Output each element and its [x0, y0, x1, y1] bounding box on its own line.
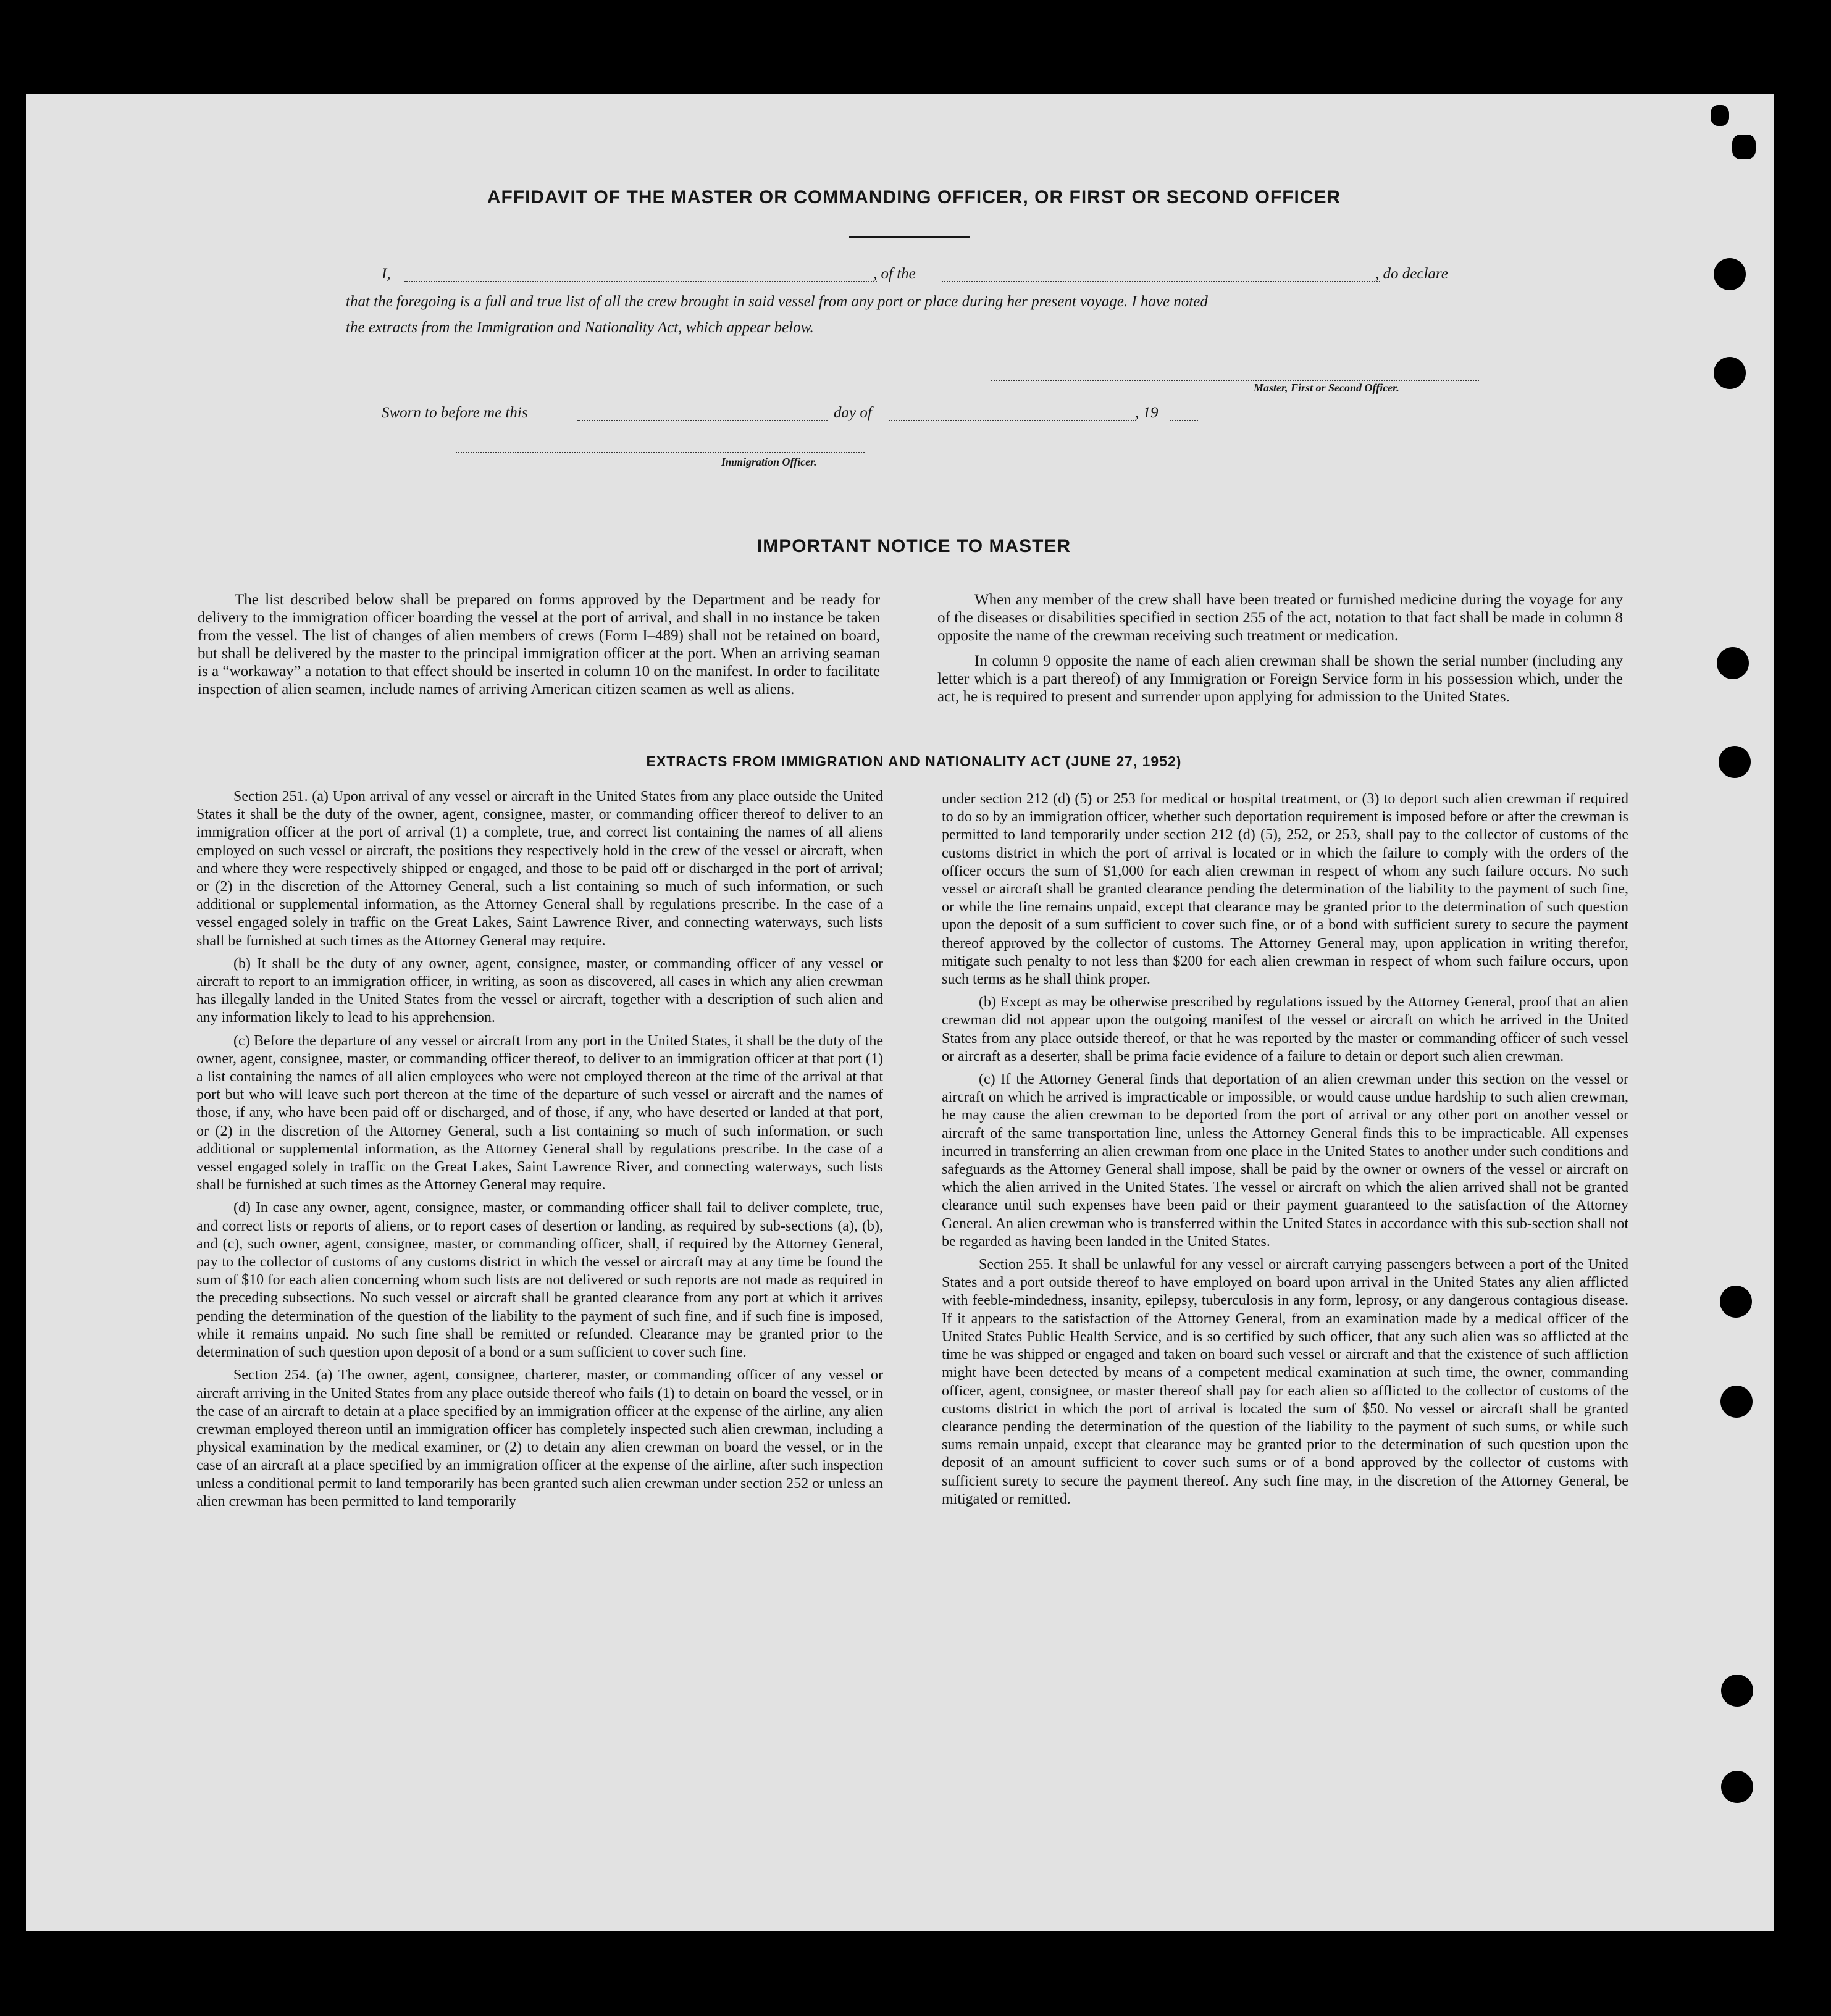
officer-signature-line[interactable] — [456, 452, 865, 453]
i-label: I, — [382, 266, 391, 282]
section-paragraph: Section 254. (a) The owner, agent, consignee, charterer, master, or commanding officer of any vessel or aircraft arriving in the United States from any place outside thereof who fails (1) to detain on board the vessel, or in the case of an aircraft to detain at a place specified by an immigration officer at the expense of the airline, any alien crewman employed thereon until an immigration officer has completely inspected such alien crewman, including a physical examination by the medical examiner, or (2) to detain any alien crewman on board the vessel, or in the case of an aircraft at a place specified by an immigration officer at the expense of the airline, after such inspection unless a conditional permit to land temporarily has been granted such alien crewman under section 252 or unless an alien crewman has been permitted to land temporarily — [196, 1367, 883, 1510]
declaration-text-2: the extracts from the Immigration and Nationality Act, which appear below. — [346, 319, 814, 336]
sworn-month-line[interactable] — [889, 420, 1136, 421]
sworn-label: Sworn to before me this — [382, 404, 528, 421]
of-the-label: , of the — [873, 266, 916, 282]
extracts-title: EXTRACTS FROM IMMIGRATION AND NATIONALITY ACT (JUNE 27, 1952) — [646, 753, 1182, 769]
notice-title: IMPORTANT NOTICE TO MASTER — [756, 536, 1071, 556]
punch-hole — [1720, 1286, 1752, 1318]
extracts-left-column — [196, 788, 883, 1516]
notice-paragraph: In column 9 opposite the name of each alien crewman shall be shown the serial number (including any letter which is a part thereof) of any Immigration or Foreign Service form in his possession which, under the act, he is required to present and surrender upon applying for admission to the United States. — [937, 653, 1623, 705]
notice-paragraph: When any member of the crew shall have been treated or furnished medicine during the voyage for any of the diseases or disabilities specified in section 255 of the act, notation to that fact shall be made in column 8 opposite the name of the crewman receiving such treatment or medication. — [937, 592, 1623, 644]
sworn-year-line[interactable] — [1170, 420, 1198, 421]
section-paragraph: (b) Except as may be otherwise prescribed by regulations issued by the Attorney General, proof that an alien crewman did not appear upon the outgoing manifest of the vessel or aircraft on which he arrived in the United States from any place outside thereof, or that he was reported by the master or commanding officer of such vessel or aircraft as a deserter, shall be prima facie evidence of a failure to detain or deport such alien crewman. — [942, 994, 1628, 1064]
section-paragraph: under section 212 (d) (5) or 253 for medical or hospital treatment, or (3) to deport such alien crewman if required to do so by an immigration officer, whether such deportation requirement is imposed before or after the crewman is permitted to land temporarily under section 212 (d) (5), 252, or 253, shall pay to the collector of customs of the customs district in which the port of arrival is located or in which the failure to comply with the orders of the officer occurs the sum of $1,000 for each alien crewman in respect of whom any such failure occurs. No such vessel or aircraft shall be granted clearance pending the determination of the liability to the payment of such fine, or while the fine remains unpaid, except that clearance may be granted prior to the determination of such question upon the deposit of a sum sufficient to cover such fine, or of a bond with sufficient surety to secure the payment thereof approved by the collector of customs. The Attorney General may, upon application in writing therefor, mitigate such penalty to not less than $200 for each alien crewman in respect of whom such failure occurs, upon such terms as he shall think proper. — [942, 791, 1628, 988]
notice-right-column — [937, 591, 1623, 713]
section-paragraph: Section 255. It shall be unlawful for any vessel or aircraft carrying passengers between a port of the United States and a port outside thereof to have employed on board upon arrival in the United States any alien afflicted with feeble-mindedness, insanity, epilepsy, tuberculosis in any form, leprosy, or any dangerous contagious disease. If it appears to the satisfaction of the Attorney General, from an examination made by a medical officer of the United States Public Health Service, and is so certified by such officer, that any such alien was so afflicted at the time he was shipped or engaged and taken on board such vessel or aircraft and that the existence of such affliction might have been detected by means of a competent medical examination at such time, the owner, commanding officer, agent, consignee, or master thereof shall pay for each alien so afflicted to the collector of customs of the customs district in which the port of arrival is located the sum of $50. No vessel or aircraft shall be granted clearance pending the determination of the question of the liability to the payment of such sums, or while such sums remain unpaid, except that clearance may be granted prior to the determination of such question upon the deposit of an amount sufficient to cover such sums or of a bond approved by the collector of customs with sufficient surety to secure the payment thereof. Any such fine may, in the discretion of the Attorney General, be mitigated or remitted. — [942, 1257, 1628, 1507]
day-of-label: day of — [834, 404, 872, 421]
officer-signature-label: Immigration Officer. — [721, 456, 817, 468]
punch-hole — [1721, 1675, 1753, 1707]
extracts-right-column — [942, 790, 1628, 1513]
sworn-day-line[interactable] — [577, 420, 828, 421]
punch-hole — [1720, 1386, 1753, 1418]
punch-hole — [1714, 258, 1746, 290]
section-paragraph: (d) In case any owner, agent, consignee, master, or commanding officer shall fail to deliver complete, true, and correct lists or reports of aliens, or to report cases of desertion or landing, as required by sub-sections (a), (b), and (c), such owner, agent, consignee, master, or commanding officer, shall, if required by the Attorney General, pay to the collector of customs of any customs district in which the vessel or aircraft may at any time be found the sum of $10 for each alien concerning whom such lists are not delivered or such reports are not made as required in the preceding subsections. No such vessel or aircraft shall be granted clearance from any port at which it arrives pending the determination of the question of the liability to the payment of such fine, and if such fine is imposed, while it remains unpaid. No such fine shall be remitted or refunded. Clearance may be granted prior to the determination of such question upon deposit of a bond or a sum sufficient to cover such fine. — [196, 1200, 883, 1361]
section-paragraph: (c) If the Attorney General finds that deportation of an alien crewman under this section on the vessel or aircraft on which he arrived is impracticable or impossible, or would cause undue hardship to such alien crewman, he may cause the alien crewman to be deported from the port of arrival or any other port on another vessel or aircraft of the same transportation line, unless the Attorney General finds this to be impracticable. All expenses incurred in transferring an alien crewman from one place in the United States to another under such conditions and safeguards as the Attorney General shall impose, shall be paid by the owner or owners of the vessel or aircraft on which the alien arrived in the United States. The vessel or aircraft on which the alien arrived shall not be granted clearance until such expenses have been paid or their payment guaranteed to the satisfaction of the Attorney General. An alien crewman who is transferred within the United States in accordance with this sub-section shall not be regarded as having been landed in the United States. — [942, 1071, 1628, 1250]
master-signature-line[interactable] — [991, 380, 1479, 381]
notice-paragraph: The list described below shall be prepared on forms approved by the Department and be ready for delivery to the immigration officer boarding the vessel at the port of arrival, and shall in no instance be taken from the vessel. The list of changes of alien members of crews (Form I–489) shall not be retained on board, but shall be delivered by the master to the principal immigration officer at the port. When an arriving seaman is a “workaway” a notation to that effect should be inserted in column 10 on the manifest. In order to facilitate inspection of alien seamen, include names of arriving American citizen seamen as well as aliens. — [198, 592, 880, 698]
affidavit-title: AFFIDAVIT OF THE MASTER OR COMMANDING OFFICER, OR FIRST OR SECOND OFFICER — [487, 187, 1341, 207]
vessel-line[interactable] — [942, 281, 1380, 282]
year-label: , 19 — [1135, 404, 1159, 421]
section-paragraph: (c) Before the departure of any vessel or aircraft from any port in the United States, it shall be the duty of the owner, agent, consignee, master, or commanding officer thereof, to deliver to an immigration officer at that port (1) a list containing the names of all alien employees who were not employed thereon at the time of the arrival at that port but who will leave such port thereon at the time of the departure of such vessel or aircraft and the names of those, if any, who have been paid off or discharged, and of those, if any, who have deserted or landed at that port, or (2) in the discretion of the Attorney General, such a list containing so much of such information, or such additional or supplemental information, as the Attorney General shall by regulations prescribe. In the case of a vessel engaged solely in traffic on the Great Lakes, Saint Lawrence River, and connecting waterways, such lists shall be furnished at such times as the Attorney General may require. — [196, 1032, 883, 1194]
section-paragraph: Section 251. (a) Upon arrival of any vessel or aircraft in the United States from any place outside the United States it shall be the duty of the owner, agent, consignee, master, or commanding officer thereof to deliver to an immigration officer at the port of arrival (1) a complete, true, and correct list containing the names of all aliens employed on such vessel or aircraft, the positions they respectively hold in the crew of the vessel or aircraft, when and where they were respectively shipped or engaged, and those to be paid off or discharged in the port of arrival; or (2) in the discretion of the Attorney General, such a list containing so much of such information, or such additional or supplemental information, as the Attorney General shall by regulations prescribe. In the case of a vessel engaged solely in traffic on the Great Lakes, Saint Lawrence River, and connecting waterways, such lists shall be furnished at such times as the Attorney General may require. — [196, 788, 883, 949]
declaration-text: that the foregoing is a full and true list of all the crew brought in said vessel from any port or place during her present voyage. I have noted — [346, 293, 1208, 310]
corner-mark — [1711, 105, 1729, 126]
notice-left-column — [198, 591, 880, 706]
title-rule — [849, 236, 970, 238]
punch-hole — [1719, 746, 1751, 778]
do-declare-label: , do declare — [1375, 266, 1448, 282]
punch-hole — [1714, 357, 1746, 389]
master-signature-label: Master, First or Second Officer. — [1254, 382, 1399, 394]
punch-hole — [1721, 1771, 1753, 1803]
name-line[interactable] — [404, 281, 877, 282]
punch-hole — [1717, 647, 1749, 679]
corner-mark — [1732, 135, 1756, 159]
section-paragraph: (b) It shall be the duty of any owner, agent, consignee, master, or commanding officer of any vessel or aircraft to report to an immigration officer, in writing, as soon as discovered, all cases in which any alien crewman has illegally landed in the United States from the vessel or aircraft, together with a description of such alien and any information likely to lead to his apprehension. — [196, 955, 883, 1026]
